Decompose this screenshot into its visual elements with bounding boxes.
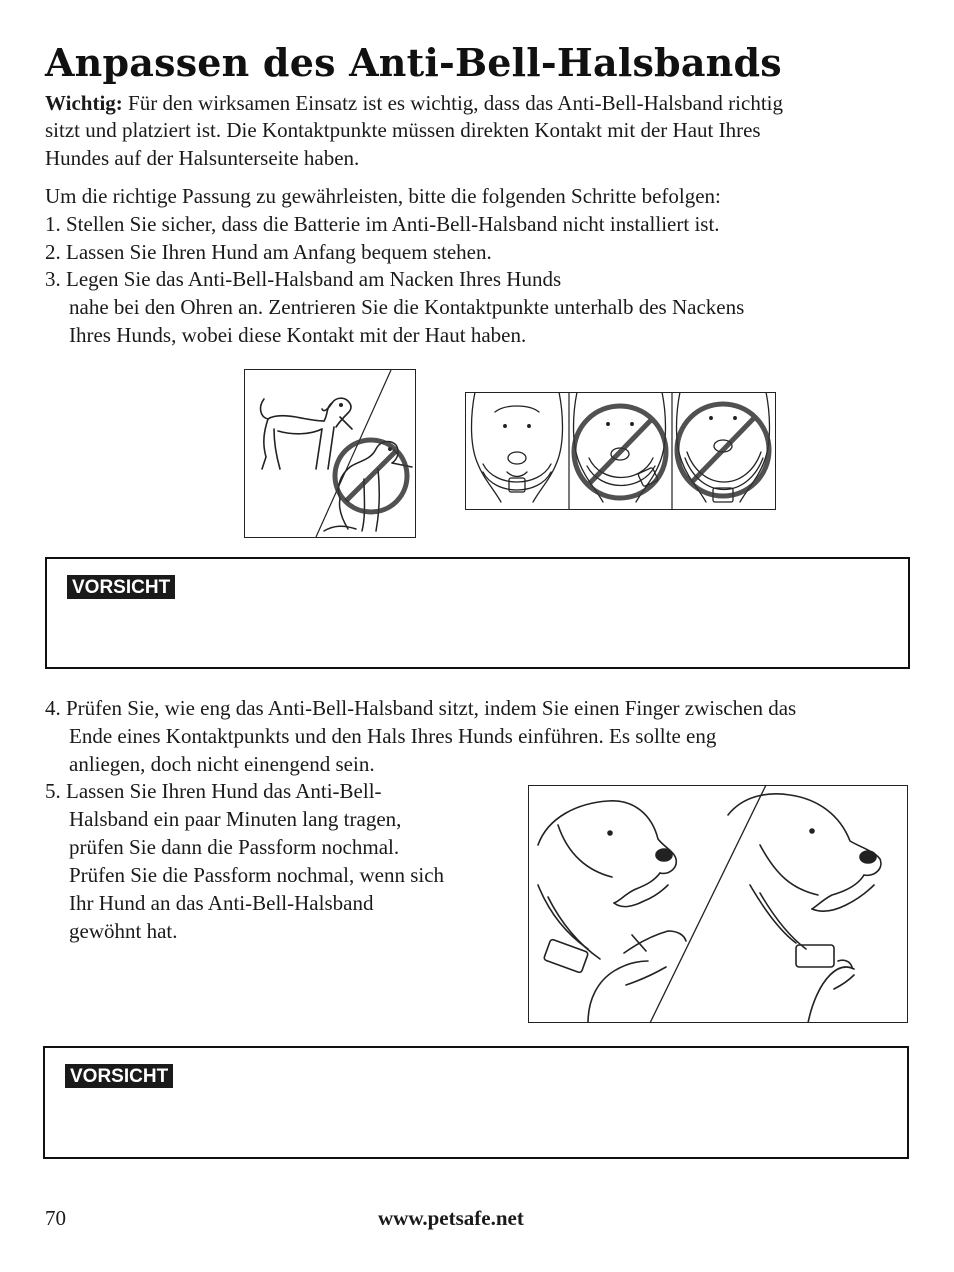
collar-fit-check-illustration — [528, 785, 908, 1023]
collar-placement-drawing — [465, 392, 776, 510]
step-5-cont-5: gewöhnt hat. — [69, 919, 178, 943]
step-5-cont-1: Halsband ein paar Minuten lang tragen, — [69, 807, 402, 831]
step-2: 2. Lassen Sie Ihren Hund am Anfang bequem stehen. — [45, 240, 492, 264]
step-3: 3. Legen Sie das Anti-Bell-Halsband am Nacken Ihres Hunds — [45, 267, 562, 291]
dog-posture-drawing — [244, 369, 416, 538]
important-text: Für den wirksamen Einsatz ist es wichtig, dass das Anti-Bell-Halsband richtig — [128, 91, 783, 115]
dog-posture-illustration — [244, 369, 416, 538]
caution-label: VORSICHT — [65, 1064, 173, 1088]
step-4: 4. Prüfen Sie, wie eng das Anti-Bell-Halsband sitzt, indem Sie einen Finger zwischen das — [45, 696, 797, 720]
step-5-cont-2: prüfen Sie dann die Passform nochmal. — [69, 835, 400, 859]
step-1: 1. Stellen Sie sicher, dass die Batterie im Anti-Bell-Halsband nicht installiert ist. — [45, 212, 720, 236]
important-paragraph-line-3: Hundes auf der Halsunterseite haben. — [45, 146, 360, 170]
caution-label: VORSICHT — [67, 575, 175, 599]
intro-text: Um die richtige Passung zu gewährleisten, bitte die folgenden Schritte befolgen: — [45, 184, 721, 208]
step-5: 5. Lassen Sie Ihren Hund das Anti-Bell- — [45, 779, 382, 803]
important-paragraph-line-1 — [45, 89, 783, 117]
website-link[interactable]: www.petsafe.net — [378, 1206, 524, 1230]
caution-box-2 — [43, 1046, 909, 1159]
step-4-cont-1: Ende eines Kontaktpunkts und den Hals Ihres Hunds einführen. Es sollte eng — [69, 724, 717, 748]
step-5-cont-4: Ihr Hund an das Anti-Bell-Halsband — [69, 891, 374, 915]
step-4-cont-2: anliegen, doch nicht einengend sein. — [69, 752, 375, 776]
important-paragraph-line-2: sitzt und platziert ist. Die Kontaktpunkte müssen direkten Kontakt mit der Haut Ihres — [45, 118, 761, 142]
caution-box-1 — [45, 557, 910, 669]
step-5-cont-3: Prüfen Sie die Passform nochmal, wenn sich — [69, 863, 445, 887]
step-3-cont-2: Ihres Hunds, wobei diese Kontakt mit der Haut haben. — [69, 323, 527, 347]
collar-placement-illustration — [465, 392, 776, 510]
page-number: 70 — [45, 1206, 66, 1230]
step-3-cont-1: nahe bei den Ohren an. Zentrieren Sie die Kontaktpunkte unterhalb des Nackens — [69, 295, 745, 319]
important-label: Wichtig: — [45, 91, 123, 115]
page-title: Anpassen des Anti-Bell-Halsbands — [45, 40, 782, 85]
collar-fit-drawing — [528, 785, 908, 1023]
